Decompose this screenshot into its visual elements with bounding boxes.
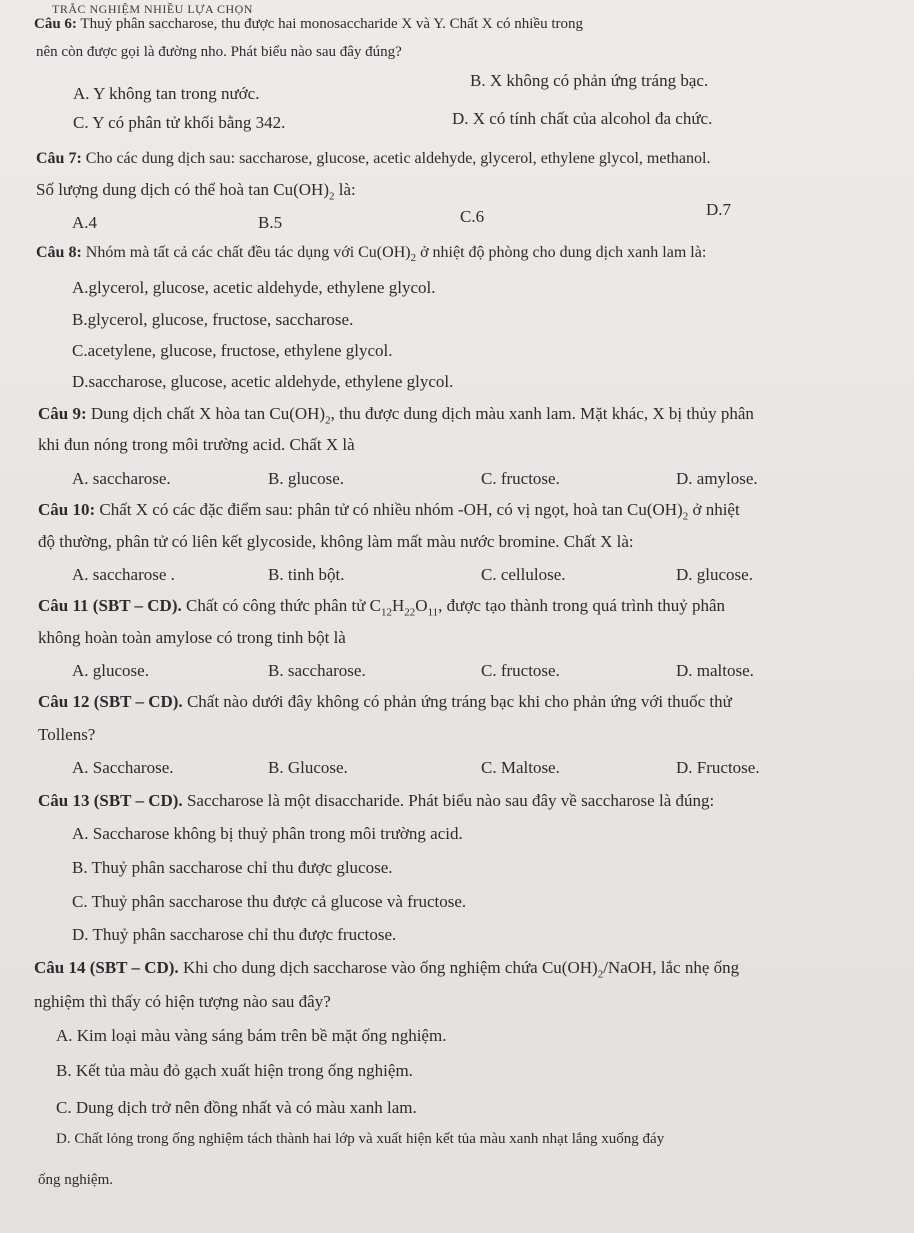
question-8-label: Câu 8: xyxy=(36,244,82,261)
question-11-option-b: B. saccharose. xyxy=(268,661,366,680)
question-11-option-d: D. maltose. xyxy=(676,661,754,680)
question-8-line-1: Câu 8: Nhóm mà tất cả các chất đều tác dụng với $Cu(OH)_2$ ở nhiệt độ phòng cho dung dịch xanh lam là: xyxy=(36,244,707,265)
question-9-option-c: C. fructose. xyxy=(481,469,560,488)
question-6-line-1: Câu 6: Thuỷ phân saccharose, thu được hai monosaccharide X và Y. Chất X có nhiều trong xyxy=(34,16,583,32)
question-9-line-2: khi đun nóng trong môi trường acid. Chất X là xyxy=(38,435,355,454)
question-7-line-2: Số lượng dung dịch có thể hoà $\tan Cu(OH)_2$ là: xyxy=(36,180,356,203)
question-12-line-2: Tollens? xyxy=(38,725,96,744)
question-11-line-1: Câu 11 (SBT – CD). Chất có công thức phân tử $C_{12}H_{22}O_{11}$, được tạo thành trong quá trình thuỷ phân xyxy=(38,596,726,619)
question-14-line-1: Câu 14 (SBT – CD). Khi cho dung dịch saccharose vào ống nghiệm chứa $Cu(OH)_2$/NaOH, lắc nhẹ ống xyxy=(34,958,740,981)
question-11-option-c: C. fructose. xyxy=(481,661,560,680)
question-8-option-b: B.glycerol, glucose, fructose, saccharose. xyxy=(72,310,354,329)
question-13-option-c: C. Thuỷ phân saccharose thu được cả glucose và fructose. xyxy=(72,892,467,911)
question-13-line-1: Câu 13 (SBT – CD). Saccharose là một disaccharide. Phát biểu nào sau đây về saccharose là đúng: xyxy=(38,791,715,810)
question-13-option-a: A. Saccharose không bị thuỷ phân trong môi trường acid. xyxy=(72,824,463,843)
question-10-option-d: D. glucose. xyxy=(676,565,753,584)
question-14-option-c: C. Dung dịch trở nên đồng nhất và có màu xanh lam. xyxy=(56,1098,417,1117)
question-9-option-b: B. glucose. xyxy=(268,469,345,488)
question-12-option-b: B. Glucose. xyxy=(268,758,348,777)
question-6-label: Câu 6: xyxy=(34,16,77,32)
question-9-option-d: D. amylose. xyxy=(676,469,758,488)
question-9-option-a: A. saccharose. xyxy=(72,469,171,488)
question-9-line-1: Câu 9: Dung dịch chất X hòa $\tan Cu(OH)_2$, thu được dung dịch màu xanh lam. Mặt khác, X bị thủy phân xyxy=(38,404,754,427)
question-11-line-2: không hoàn toàn amylose có trong tinh bột là xyxy=(38,628,346,647)
question-9-label: Câu 9: xyxy=(38,404,87,423)
question-14-label: Câu 14 (SBT – CD). xyxy=(34,958,179,977)
question-10-line-1: Câu 10: Chất X có các đặc điểm sau: phân tử có nhiều nhóm -OH, có vị ngọt, hoà $\tan Cu(OH)_2$ ở nhiệt xyxy=(38,500,740,523)
question-10-option-b: B. tinh bột. xyxy=(268,565,345,584)
question-8-option-c: C.acetylene, glucose, fructose, ethylene glycol. xyxy=(72,341,393,360)
question-6-option-a: A. Y không tan trong nước. xyxy=(73,84,260,103)
question-6-line-2: nên còn được gọi là đường nho. Phát biểu nào sau đây đúng? xyxy=(36,44,402,60)
question-14-line-2: nghiệm thì thấy có hiện tượng nào sau đây? xyxy=(34,992,331,1011)
question-6-option-d: D. X có tính chất của alcohol đa chức. xyxy=(452,109,713,128)
question-12-option-c: C. Maltose. xyxy=(481,758,560,777)
question-7-label: Câu 7: xyxy=(36,150,82,167)
question-13-label: Câu 13 (SBT – CD). xyxy=(38,791,183,810)
question-11-option-a: A. glucose. xyxy=(72,661,149,680)
question-11-label: Câu 11 (SBT – CD). xyxy=(38,596,182,615)
question-10-option-a: A. saccharose . xyxy=(72,565,175,584)
question-6-option-b: B. X không có phản ứng tráng bạc. xyxy=(470,71,709,90)
question-8-option-d: D.saccharose, glucose, acetic aldehyde, ethylene glycol. xyxy=(72,372,454,391)
question-14-option-d: D. Chất lỏng trong ống nghiệm tách thành hai lớp và xuất hiện kết tủa màu xanh nhạt lắng xuống đáy xyxy=(56,1131,665,1147)
question-13-option-b: B. Thuỷ phân saccharose chỉ thu được glucose. xyxy=(72,858,393,877)
question-7-option-a: A.4 xyxy=(72,213,98,232)
question-13-option-d: D. Thuỷ phân saccharose chỉ thu được fructose. xyxy=(72,925,397,944)
page-header: TRẮC NGHIỆM NHIỀU LỰA CHỌN xyxy=(52,2,253,16)
question-8-option-a: A.glycerol, glucose, acetic aldehyde, ethylene glycol. xyxy=(72,278,436,297)
question-10-line-2: độ thường, phân tử có liên kết glycoside, không làm mất màu nước bromine. Chất X là: xyxy=(38,532,634,551)
question-12-option-d: D. Fructose. xyxy=(676,758,760,777)
question-7-line-1: Câu 7: Cho các dung dịch sau: saccharose, glucose, acetic aldehyde, glycerol, ethylene glycol, methanol. xyxy=(36,150,711,167)
question-10-label: Câu 10: xyxy=(38,500,96,519)
question-6-option-c: C. Y có phân tử khối bằng 342. xyxy=(73,113,286,132)
question-14-option-d-continued: ống nghiệm. xyxy=(38,1172,113,1188)
question-12-label: Câu 12 (SBT – CD). xyxy=(38,692,183,711)
question-14-option-a: A. Kim loại màu vàng sáng bám trên bề mặt ống nghiệm. xyxy=(56,1026,447,1045)
question-12-option-a: A. Saccharose. xyxy=(72,758,174,777)
question-14-option-b: B. Kết tủa màu đỏ gạch xuất hiện trong ống nghiệm. xyxy=(56,1061,413,1080)
question-12-line-1: Câu 12 (SBT – CD). Chất nào dưới đây không có phản ứng tráng bạc khi cho phản ứng với thuốc thử xyxy=(38,692,732,711)
question-7-option-d: D.7 xyxy=(706,200,732,219)
question-7-option-b: B.5 xyxy=(258,213,283,232)
question-10-option-c: C. cellulose. xyxy=(481,565,566,584)
question-7-option-c: C.6 xyxy=(460,207,485,226)
